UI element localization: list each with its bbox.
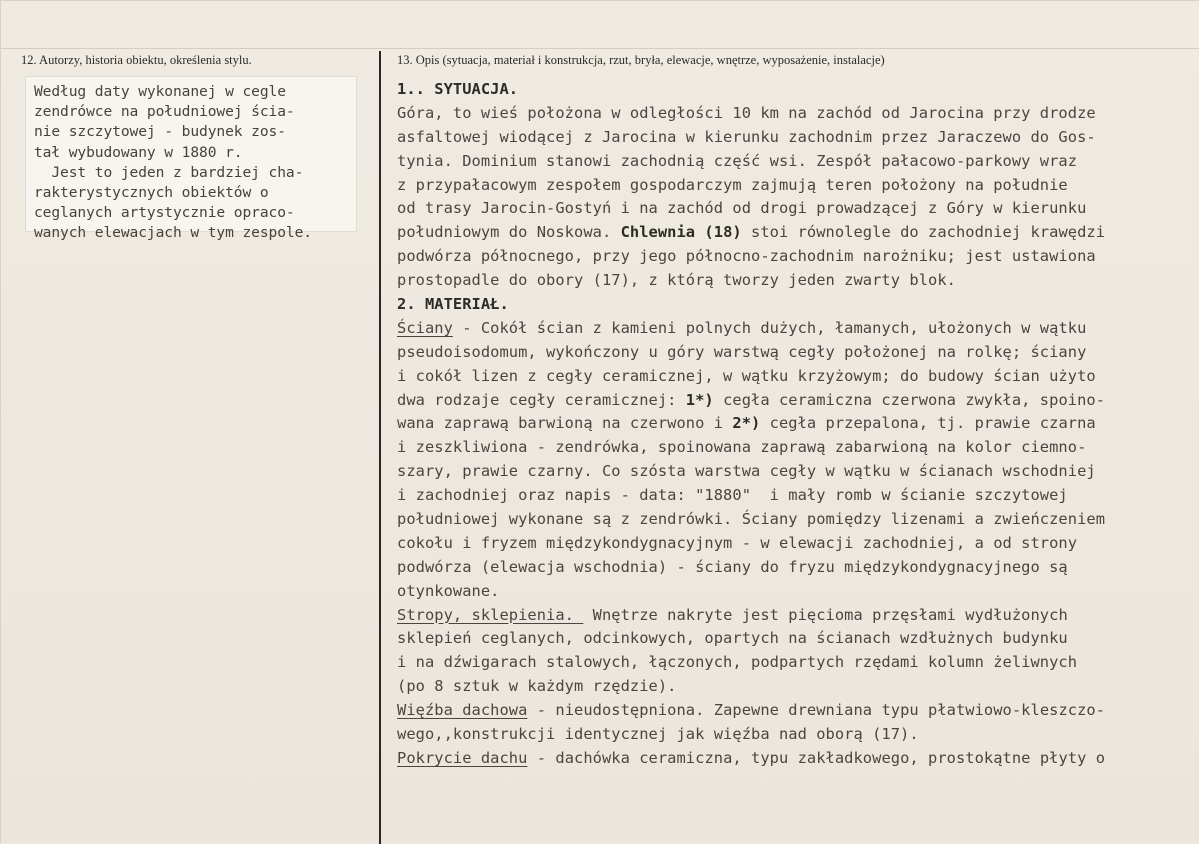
text-line: Góra, to wieś położona w odległości 10 km na zachód od Jarocina przy drodze — [397, 103, 1096, 122]
text-line: asfaltowej wiodącej z Jarocina w kierunku zachodnim przez Jaraczewo do Gos- — [397, 127, 1096, 146]
section-title-material: 2. MATERIAŁ. — [397, 295, 509, 314]
text-line: i zeszkliwiona - zendrówka, spoinowana zaprawą zabarwioną na kolor ciemno- — [397, 438, 1087, 457]
note-line: wanych elewacjach w tym zespole. — [34, 224, 312, 242]
text-line: z przypałacowym zespołem gospodarczym zajmują teren położony na południe — [397, 175, 1068, 194]
note-line: rakterystycznych obiektów o — [34, 184, 269, 202]
pasted-note — [26, 77, 356, 242]
text-fragment: - nieudostępniona. Zapewne drewniana typu płatwiowo-kleszczo- — [527, 701, 1106, 720]
text-line: i zachodniej oraz napis - data: "1880" i mały romb w ścianie szczytowej — [397, 486, 1068, 505]
text-line: pseudoisodomum, wykończony u góry warstwą cegły położonej na rolkę; ściany — [397, 342, 1087, 361]
text-fragment: cegła ceramiczna czerwona zwykła, spoino- — [713, 390, 1106, 409]
text-line: cokołu i fryzem międzykondygnacyjnym - w elewacji zachodniej, a od strony — [397, 533, 1078, 552]
note-text — [34, 82, 312, 244]
note-line: Według daty wykonanej w cegle — [34, 83, 286, 100]
truss-label: Więźba dachowa — [397, 701, 528, 720]
text-line: i cokół lizen z cegły ceramicznej, w wątku krzyżowym; do budowy ścian użyto — [397, 366, 1096, 385]
text-fragment: stoi równolegle do zachodniej krawędzi — [741, 223, 1106, 242]
text-line: południowej wykonane są z zendrówki. Ściany pomiędzy lizenami a zwieńczeniem — [397, 510, 1106, 529]
text-line: prostopadle do obory (17), z którą tworzy jeden zwarty blok. — [397, 271, 956, 290]
right-column-heading: 13. Opis (sytuacja, materiał i konstrukcja, rzut, bryła, elewacje, wnętrze, wyposażenie, instalacje) — [397, 53, 885, 67]
text-line: i na dźwigarach stalowych, łączonych, podpartych rzędami kolumn żeliwnych — [397, 653, 1078, 672]
text-fragment: dwa rodzaje cegły ceramicznej: — [397, 390, 686, 409]
text-line: podwórza (elewacja wschodnia) - ściany do fryzu międzykondygnacyjnego są — [397, 557, 1068, 576]
text-fragment: - dachówka ceramiczna, typu zakładkowego, prostokątne płyty o — [527, 748, 1106, 767]
text-fragment: południowym do Noskowa. — [397, 223, 621, 242]
item-marker: 1*) — [685, 390, 714, 409]
text-line — [397, 221, 1105, 245]
text-line: podwórza północnego, przy jego północno-zachodnim narożniku; jest ustawiona — [397, 247, 1096, 266]
note-line: nie szczytowej - budynek zos- — [34, 123, 286, 141]
text-line — [397, 317, 1105, 341]
text-line: od trasy Jarocin-Gostyń i na zachód od drogi prowadzącej z Góry w kierunku — [397, 199, 1087, 218]
building-name: Chlewnia (18) — [620, 223, 742, 242]
top-rule — [1, 48, 1199, 49]
text-line — [397, 604, 1105, 628]
text-line — [397, 412, 1105, 436]
section-title-situation: 1.. SYTUACJA. — [397, 80, 519, 98]
text-line: tynia. Dominium stanowi zachodnią część wsi. Zespół pałacowo-parkowy wraz — [397, 151, 1078, 170]
description-body — [397, 78, 1105, 771]
text-fragment: Wnętrze nakryte jest pięcioma przęsłami wydłużonych — [583, 605, 1068, 624]
ceilings-label: Stropy, sklepienia. — [397, 605, 584, 624]
text-line: szary, prawie czarny. Co szósta warstwa cegły w wątku w ścianach wschodniej — [397, 462, 1096, 481]
text-line: sklepień ceglanych, odcinkowych, opartych na ścianach wzdłużnych budynku — [397, 629, 1068, 648]
note-line: zendrówce na południowej ścia- — [34, 103, 295, 121]
text-fragment: cegła przepalona, tj. prawie czarna — [760, 414, 1096, 433]
text-line — [397, 389, 1105, 413]
text-line: (po 8 sztuk w każdym rzędzie). — [397, 677, 677, 696]
left-column-heading: 12. Autorzy, historia obiektu, określenia stylu. — [21, 53, 252, 67]
text-line — [397, 699, 1105, 723]
text-line: otynkowane. — [397, 581, 500, 600]
note-line: tał wybudowany w 1880 r. — [34, 143, 243, 161]
walls-label: Ściany — [397, 318, 453, 337]
text-line — [397, 747, 1105, 771]
item-marker: 2*) — [732, 414, 761, 433]
note-line: ceglanych artystycznie opraco- — [34, 204, 295, 222]
roof-label: Pokrycie dachu — [397, 748, 528, 767]
text-fragment: wana zaprawą barwioną na czerwono i — [397, 414, 733, 433]
text-fragment: - Cokół ścian z kamieni polnych dużych, łamanych, ułożonych w wątku — [452, 318, 1087, 337]
column-divider — [379, 51, 381, 844]
note-line: Jest to jeden z bardziej cha- — [34, 163, 304, 181]
text-line: wego,,konstrukcji identycznej jak więźba nad oborą (17). — [397, 725, 919, 744]
